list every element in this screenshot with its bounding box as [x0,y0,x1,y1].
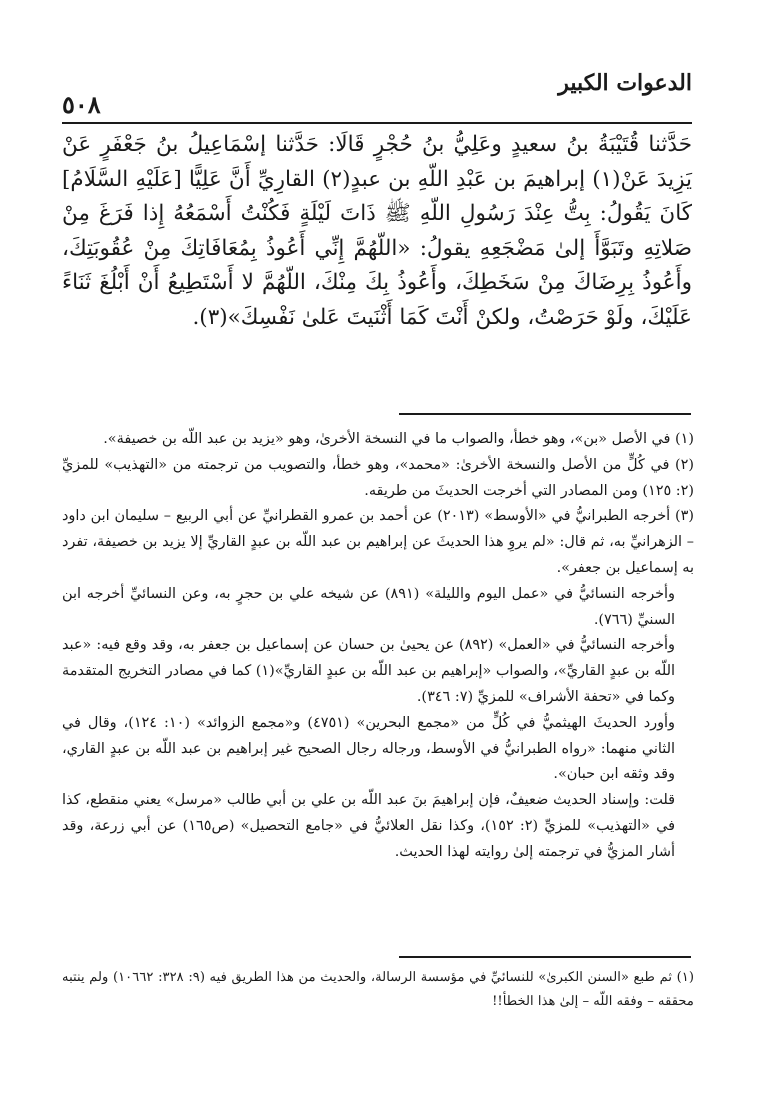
footnote-text: في كُلٍّ من الأصل والنسخة الأخرىٰ: «محمد»، وهو خطأ، والتصويب من ترجمته من «التهذيب» للمزيِّ (٢: ١٢٥) ومن المصادر التي أخرجت الحديثَ من طريقه. [62,456,694,499]
footnote-paragraph: وأخرجه النسائيُّ في «عمل اليوم والليلة» (٨٩١) عن شيخه علي بن حجرٍ به، وعن النسائيِّ أخرجه ابن السنيِّ (٧٦٦). [62,585,675,628]
footnote-2 [62,453,694,505]
footnote-text: في الأصل «بن»، وهو خطأ، والصواب ما في النسخة الأخرىٰ، وهو «يزيد بن عبد اللّه بن خصيفة». [103,431,671,447]
footnote-marker: (٣) [675,508,695,525]
footnote-paragraph: وأخرجه النسائيُّ في «العمل» (٨٩٢) عن يحيىٰ بن حسان عن إسماعيل بن جعفر به، وقد وقع فيه: «عبد اللّه بن عبدٍ القاريِّ»، والصواب «إبراهيم بن عبد اللّه بن عبدٍ القاريِّ»(١) كما في مصادر التخريج المتقدمة وكما في «تحفة الأشراف» للمزيِّ (٧: ٣٤٦). [62,637,675,705]
footnote-marker: (١) [675,431,694,447]
sub-footnotes [62,966,694,1014]
sub-footnote-1 [62,966,694,1014]
footnotes [62,427,694,866]
page-header [62,62,692,124]
running-title: الدعوات الكبير [558,70,692,96]
footnote-text: ثم طبع «السنن الكبرىٰ» للنسائيِّ في مؤسسة الرسالة، والحديث من هذا الطريق فيه (٩: ٣٢٨: ١٠٦٦٢) ولم ينتبه محققه – وفقه اللّه – إلىٰ هذا الخطأ!! [62,970,694,1009]
main-text [62,128,692,335]
footnote-paragraph: أخرجه الطبرانيُّ في «الأوسط» (٢٠١٣) عن أحمد بن عمرو القطرانيِّ عن أبي الربيع – سليمان ابن داود – الزهرانيِّ به، ثم قال: «لم يروِ هذا الحديثَ عن إبراهيم بن عبد اللّه بن عبدٍ القاريِّ إلا يزيد بن خصيفة، تفرد به إسماعيل بن جعفر». [62,508,694,576]
footnote-marker: (١) [676,970,694,985]
footnote-paragraph: قلت: وإسناد الحديث ضعيفٌ، فإن إبراهيمَ بنَ عبد اللّه بن علي بن أبي طالب «مرسل» يعني منقطع، كذا في «التهذيب» للمزيِّ (٢: ١٥٢)، وكذا نقل العلائيُّ في «جامع التحصيل» (ص١٦٥) عن أبي زرعة، وقد أشار المزيُّ في ترجمته إلىٰ روايته لهذا الحديث. [62,792,675,860]
page-number: ٥٠٨ [62,90,101,119]
hadith-paragraph: حَدَّثنا قُتَيْبَةُ بنُ سعيدٍ وعَلِيُّ بنُ حُجْرٍ قَالَا: حَدَّثنا إسْمَاعِيلُ بنُ جَعْفَرٍ عَنْ يَزِيدَ عَنْ(١) إبراهيمَ بن عَبْدِ اللّهِ بن عبدٍ(٢) القارِيِّ أَنَّ عَلِيًّا [عَلَيْهِ السَّلَامُ] كَانَ يَقُولُ: بِتُّ عِنْدَ رَسُولِ اللّهِ ﷺ ذَاتَ لَيْلَةٍ فَكُنْتُ أَسْمَعُهُ إِذا فَرَغَ مِنْ صَلاتِهِ وتَبَوَّأَ إلىٰ مَضْجَعِهِ يقولُ: «اللّهُمَّ إِنِّي أَعُوذُ بِمُعَافَاتِكَ مِنْ عُقُوبَتِكَ، وأَعُوذُ بِرِضَاكَ مِنْ سَخَطِكَ، وأَعُوذُ بِكَ مِنْكَ، اللّهُمَّ لا أَسْتَطِيعُ أَنْ أَبْلُغَ ثَنَاءً عَلَيْكَ، ولَوْ حَرَصْتُ، ولكنْ أَنْتَ كَمَا أَثْنَيتَ عَلىٰ نَفْسِكَ»(٣). [62,132,692,330]
footnote-separator [399,413,691,415]
footnote-marker: (٢) [675,456,694,473]
footnote-3 [62,504,694,865]
footnote-paragraph: وأورد الحديثَ الهيثميُّ في كُلٍّ من «مجمع البحرين» (٤٧٥١) و«مجمع الزوائد» (١٠: ١٢٤)، وقال في الثاني منهما: «رواه الطبرانيُّ في الأوسط، ورجاله رجال الصحيح غير إبراهيم بن عبد اللّه بن عبدٍ القاري، وقد وثقه ابن حبان». [62,714,675,783]
sub-footnote-separator [399,956,691,958]
footnote-1 [62,427,694,453]
